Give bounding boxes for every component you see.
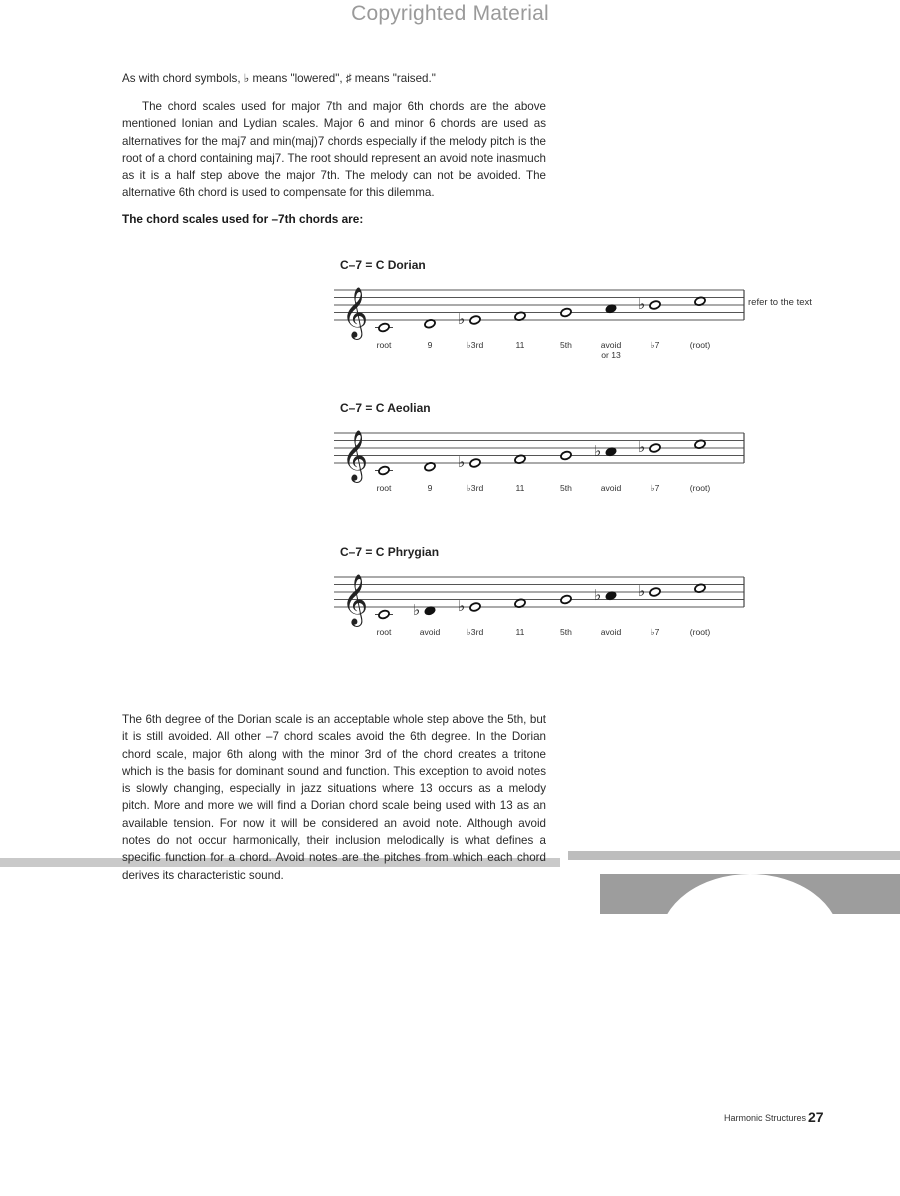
flat-sign: ♭ [594,441,602,460]
intro-line: As with chord symbols, ♭ means "lowered", ♯ means "raised." [122,72,436,85]
staff-phrygian [330,567,750,647]
degree-label: avoid [600,627,622,637]
note-head [649,587,661,597]
degree-label: root [376,340,392,350]
paragraph-chord-scales: The chord scales used for major 7th and major 6th chords are the above mentioned Ionian and Lydian scales. Major 6 and minor 6 chords are used as alternatives for the maj7 and min(maj)7 chords especially if the melody pitch is the root of a chord containing maj7. The root should represent an avoid note inasmuch as it is a half step above the major 7th. The melody can not be avoided. The alternative 6th chord is used to compensate for this dilemma. [122,100,546,200]
treble-clef: 𝄞 [342,574,369,625]
scale-title-aeolian: C–7 = C Aeolian [340,401,431,415]
degree-label: 11 [515,627,525,637]
note-head [649,300,661,310]
degree-label: (root) [689,627,711,637]
staff-aeolian [330,423,750,503]
scale-title-phrygian: C–7 = C Phrygian [340,545,440,559]
copyright-watermark: Copyrighted Material [351,2,549,25]
side-note: refer to the text [748,297,812,308]
staff-dorian [330,280,750,370]
degree-label: ♭7 [650,627,660,637]
note-head [469,458,481,468]
degree-subnote: or 13 [601,350,621,360]
degree-label: ♭3rd [466,340,484,350]
degree-label: avoid [600,340,622,350]
note-head [378,322,390,332]
paragraph-dorian-explanation: The 6th degree of the Dorian scale is an acceptable whole step above the 5th, but it is still avoided. All other –7 chord scales avoid the 6th degree. In the Dorian chord scale, major 6th along with the minor 3rd of the chord creates a tritone which is the basis for dominant sound and function. This exception to avoid notes is slowly changing, especially in jazz situations where 13 occurs as a melody pitch. More and more we will find a Dorian chord scale being used with 13 as an available tension. For now it will be considered an avoid note. Although avoid notes do not occur harmonically, their inclusion melodically is what defines a specific function for a chord. Avoid notes are the pitches from which each chord derives its characteristic sound. [122,713,546,882]
degree-label: ♭3rd [466,483,484,493]
note-head [560,307,572,317]
flat-sign: ♭ [458,453,466,471]
degree-label: 5th [560,483,572,493]
flat-sign: ♭ [458,597,466,615]
degree-label: 11 [515,483,525,493]
flat-sign: ♭ [458,310,466,328]
flat-sign: ♭ [594,585,602,604]
degree-label: ♭7 [650,483,660,493]
note-head [469,315,481,325]
degree-label: root [376,627,392,637]
note-head [649,443,661,453]
degree-label: avoid [419,627,441,637]
degree-label: 5th [560,627,572,637]
gray-band-right [568,851,900,860]
degree-label: 9 [427,483,433,493]
scale-title-dorian: C–7 = C Dorian [340,258,426,272]
degree-label: avoid [600,483,622,493]
degree-label: 11 [515,340,525,350]
treble-clef: 𝄞 [342,430,369,481]
flat-sign: ♭ [413,600,421,619]
treble-clef: 𝄞 [342,287,369,338]
note-head [378,609,390,619]
note-head [560,594,572,604]
degree-label: 9 [427,340,433,350]
note-head [560,450,572,460]
flat-sign: ♭ [638,295,646,313]
page-number: 27 [808,1109,824,1125]
degree-label: root [376,483,392,493]
note-head [469,602,481,612]
degree-label: 5th [560,340,572,350]
degree-label: ♭7 [650,340,660,350]
note-head [378,465,390,475]
section-heading: The chord scales used for –7th chords are: [122,212,364,226]
degree-label: (root) [689,483,711,493]
footer-section-title: Harmonic Structures [724,1113,807,1123]
degree-label: (root) [689,340,711,350]
flat-sign: ♭ [638,438,646,456]
degree-label: ♭3rd [466,627,484,637]
flat-sign: ♭ [638,582,646,600]
